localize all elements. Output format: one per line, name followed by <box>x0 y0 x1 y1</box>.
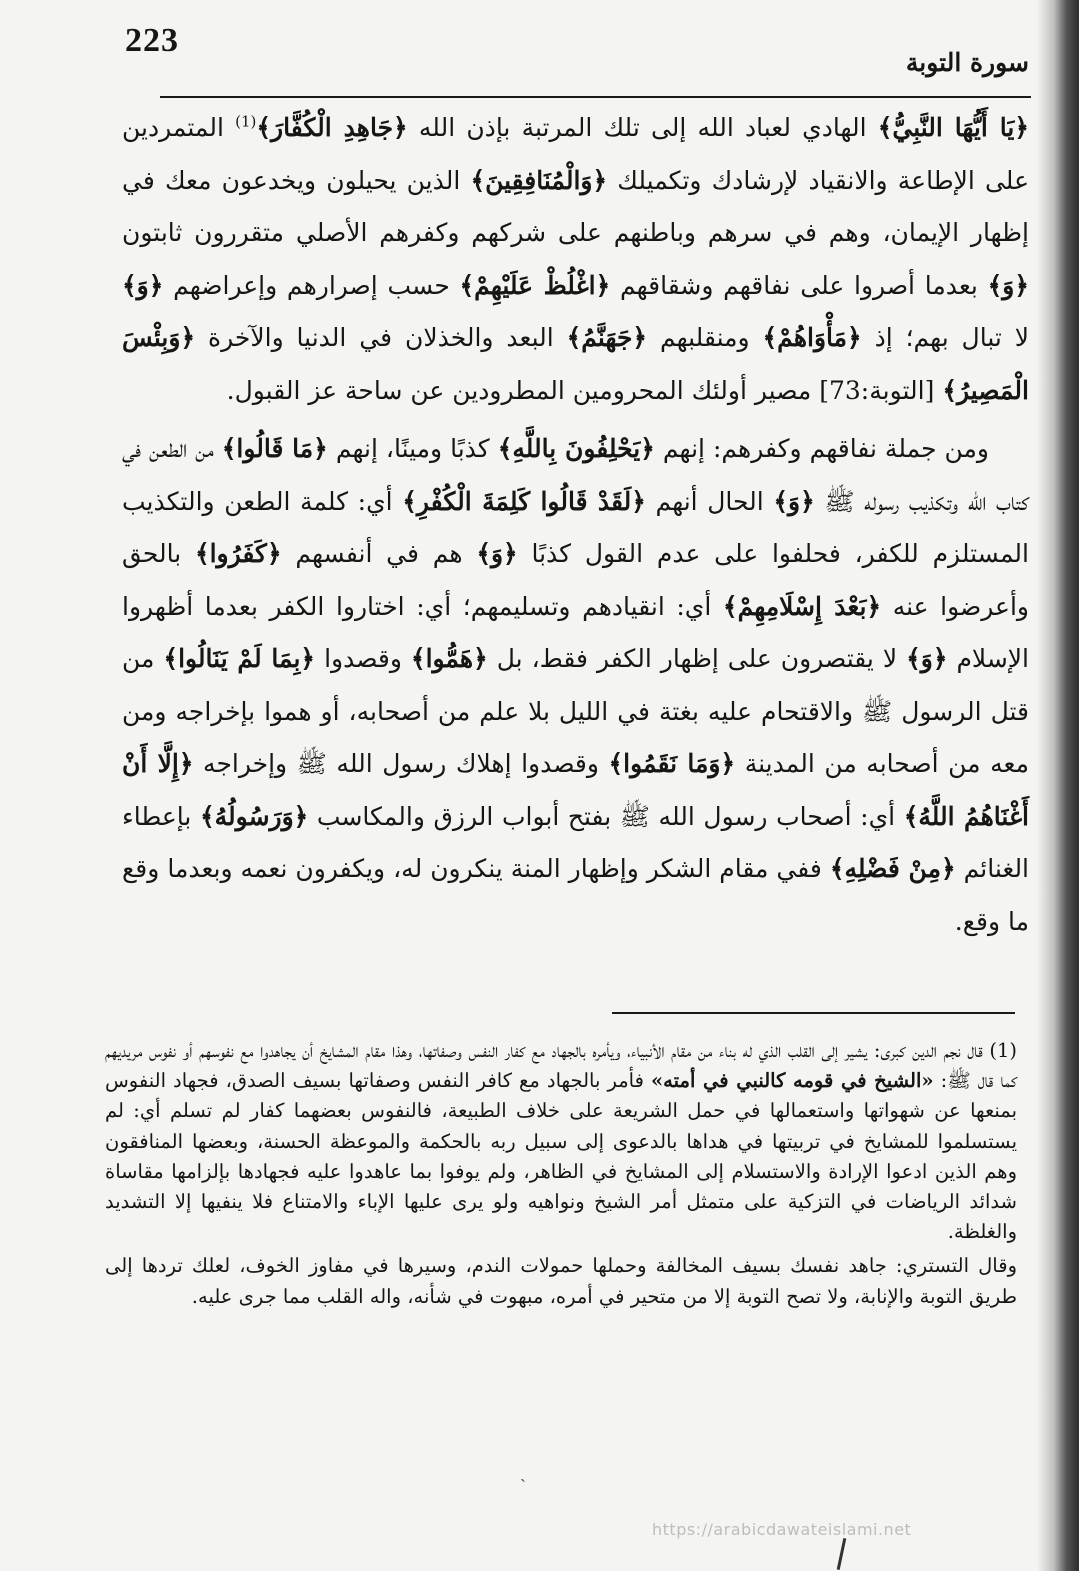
quran-verse: ﴿وَرَسُولُهُ﴾ <box>199 801 309 831</box>
paragraph-2 <box>122 423 1029 948</box>
quran-verse: ﴿مَا قَالُوا﴾ <box>221 434 328 463</box>
commentary-text: ففي مقام الشكر وإظهار المنة ينكرون له، ويكفرون نعمه وبعدما وقع ما وقع. <box>122 854 1029 936</box>
commentary-text: بالحق وأعرضوا عنه <box>122 539 1029 621</box>
footnote-text: فأمر بالجهاد مع كافر النفس وصفاتها بسيف الصدق، فجهاد النفوس بمنعها عن شهواتها واستعمالها في حمل الشريعة على خلاف الطبيعة، فالنفوس بعضهما كفار لم تسلم أي: لم يستسلموا للمشايخ في تربيتها في هداها بالدعوى إلى سبيل ربه بالحكمة والموعظة الحسنة، وبعضها المنافقون وهم الذين ادعوا الإرادة والاستسلام إلى المشايخ في الظاهر، ولم يوفوا بما عاهدوا عليه فجهادها بإلزامها مقاساة شدائد الرياضات في التزكية على متمثل أمر الشيخ ونواهيه ولو يرى عليها الإباء والامتناع فلا ينفيها إلا التشديد والغلظة. <box>105 1069 1017 1244</box>
stray-mark: ˎ <box>520 1462 526 1483</box>
page-number: 223 <box>125 22 179 59</box>
quran-verse: ﴿اغْلُظْ عَلَيْهِمْ﴾ <box>459 270 611 300</box>
commentary-text: من الطعن في كتاب الله وتكذيب رسوله ﷺ <box>122 434 1029 516</box>
hadith-quote: «الشيخ في قومه كالنبي في أمته» <box>650 1069 934 1093</box>
footnote-marker: (1) <box>235 112 257 131</box>
commentary-text: بإعطاء الغنائم <box>122 801 1030 883</box>
commentary-text: البعد والخذلان في الدنيا والآخرة <box>195 323 567 352</box>
quran-verse: ﴿بَعْدَ إِسْلَامِهِمْ﴾ <box>722 591 882 621</box>
quran-verse: ﴿هَمُّوا﴾ <box>410 644 488 673</box>
commentary-text: [التوبة:73] مصير أولئك المحرومين المطرودين عن ساحة عز القبول. <box>226 375 943 405</box>
quran-verse: ﴿كَفَرُوا﴾ <box>194 539 282 568</box>
commentary-text: لا تبال بهم؛ إذ <box>861 323 1030 352</box>
commentary-text: من قتل الرسول ﷺ والاقتحام عليه بغتة في الليل بلا علم من أصحابه، أو هموا بإخراجه ومن معه من أصحابه من المدينة <box>122 644 1029 778</box>
quran-verse: ﴿وَ﴾ <box>987 270 1029 300</box>
commentary-text: وقصدوا <box>315 644 411 673</box>
watermark: https://arabicdawateislami.net <box>652 1520 912 1539</box>
commentary-text: كذبًا ومينًا، إنهم <box>327 434 498 463</box>
commentary-text: هم في أنفسهم <box>281 539 477 568</box>
commentary-text: أي: أصحاب رسول الله ﷺ بفتح أبواب الرزق والمكاسب <box>308 801 904 831</box>
main-text <box>122 102 1029 948</box>
commentary-text: أي: كلمة الطعن والتكذيب المستلزم للكفر، فحلفوا على عدم القول كذبًا <box>122 486 1029 568</box>
commentary-text: ومن جملة نفاقهم وكفرهم: إنهم <box>654 434 990 463</box>
quran-verse: ﴿مِنْ فَضْلِهِ﴾ <box>829 854 956 883</box>
quran-verse: ﴿إِلَّا أَنْ أَغْنَاهُمُ اللَّهُ﴾ <box>122 749 1029 831</box>
commentary-text: الحال أنهم <box>645 486 774 516</box>
quran-verse: ﴿وَالْمُنَافِقِينَ﴾ <box>470 165 608 195</box>
commentary-text: لا يقتصرون على إظهار الكفر فقط، بل <box>487 644 907 673</box>
surah-title: سورة التوبة <box>905 48 1029 77</box>
commentary-text: حسب إصرارهم وإعراضهم <box>163 270 460 300</box>
quran-verse: ﴿وَ﴾ <box>476 539 518 568</box>
quran-verse: ﴿مَأْوَاهُمْ﴾ <box>762 323 862 352</box>
commentary-text: الذين يحيلون ويخدعون معك في إظهار الإيمان، وهم في سرهم وباطنهم على شركهم وكفرهم الأصلي متقررون ثابتون <box>122 165 1029 247</box>
quran-verse: ﴿جَاهِدِ الْكُفَّارَ﴾ <box>256 113 408 142</box>
commentary-text: ومنقلبهم <box>647 323 763 352</box>
quran-verse: ﴿يَحْلِفُونَ بِاللَّهِ﴾ <box>497 434 655 463</box>
footnote-1 <box>105 1036 1017 1247</box>
quran-verse: ﴿لَقَدْ قَالُوا كَلِمَةَ الْكُفْرِ﴾ <box>402 486 646 516</box>
header-rule <box>160 96 1031 98</box>
footnote-text: (1) قال نجم الدين كبرى: يشير إلى القلب الذي له بناء من مقام الأنبياء، ويأمره بالجهاد مع كفار النفس وصفاتها، وهذا مقام المشايخ أن يجاهدوا مع نفوسهم أو نفوس مريديهم كما قال ﷺ: <box>105 1039 1018 1093</box>
paragraph-1 <box>122 102 1029 417</box>
page-edge-shadow <box>1037 0 1079 1571</box>
quran-verse: ﴿وَبِئْسَ الْمَصِيرُ﴾ <box>122 323 1029 405</box>
footnote-rule <box>612 1012 1015 1014</box>
quran-verse: ﴿بِمَا لَمْ يَنَالُوا﴾ <box>163 644 316 673</box>
footnotes <box>105 1036 1017 1312</box>
quran-verse: ﴿جَهَنَّمُ﴾ <box>566 323 648 352</box>
quran-verse: ﴿وَ﴾ <box>122 270 164 300</box>
quran-verse: ﴿وَ﴾ <box>906 644 948 673</box>
footnote-2: وقال التستري: جاهد نفسك بسيف المخالفة وحملها حمولات الندم، وسيرها في مفاوز الخوف، لعلك تردها إلى طريق التوبة والإنابة، ولا تصح التوبة إلا من متحير في أمره، مبهوت في شأنه، واله القلب مما جرى عليه. <box>105 1254 1017 1308</box>
quran-verse: ﴿وَ﴾ <box>773 486 815 516</box>
quran-verse: ﴿وَمَا نَقَمُوا﴾ <box>608 749 736 778</box>
commentary-text: الهادي لعباد الله إلى تلك المرتبة بإذن الله <box>407 113 878 142</box>
commentary-text: المتمردين على الإطاعة والانقياد لإرشادك وتكميلك <box>122 113 1029 195</box>
stray-stroke <box>837 1538 847 1570</box>
commentary-text: أي: انقيادهم وتسليمهم؛ أي: اختاروا الكفر بعدما أظهروا الإسلام <box>122 591 1029 673</box>
commentary-text: بعدما أصروا على نفاقهم وشقاقهم <box>610 270 988 300</box>
quran-verse: ﴿يَا أَيُّهَا النَّبِيُّ﴾ <box>877 113 1030 142</box>
commentary-text: وقصدوا إهلاك رسول الله ﷺ وإخراجه <box>193 749 609 778</box>
